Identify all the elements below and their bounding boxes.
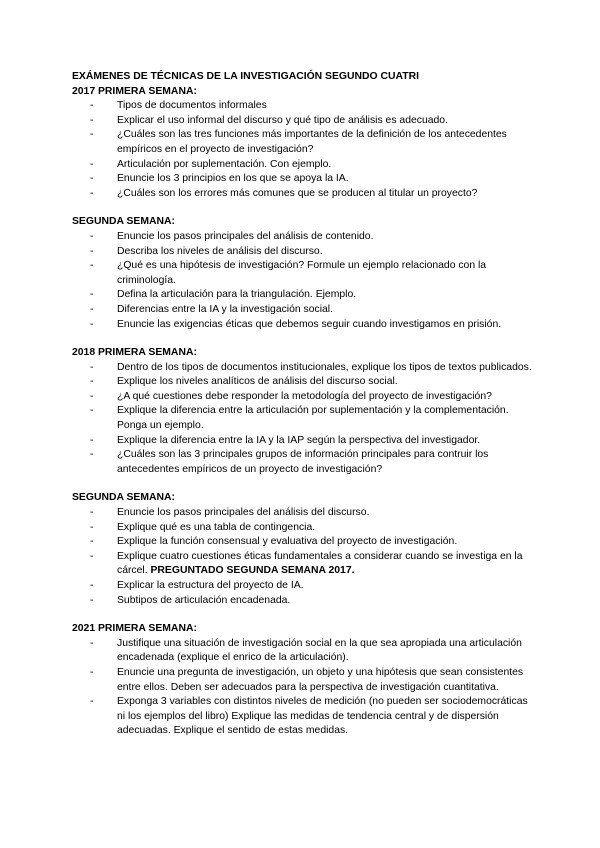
bullet-dash: -	[90, 114, 94, 126]
question-list	[72, 99, 532, 201]
list-item	[72, 434, 532, 449]
bullet-dash: -	[90, 449, 94, 461]
question-text: ¿Cuáles son las 3 principales grupos de información principales para contruir los antecedentes empíricos de un proyecto de investigación?	[117, 449, 489, 475]
question-list	[72, 506, 532, 608]
bullet-dash: -	[90, 536, 94, 548]
list-item	[72, 187, 532, 202]
question-text: Exponga 3 variables con distintos niveles de medición (no pueden ser sociodemocráticas ni los ejemplos del libro) Explique las medidas de tendencia central y de dispersión adecuadas. Explique el sentido de estas medidas.	[117, 696, 528, 737]
question-text: Dentro de los tipos de documentos institucionales, explique los tipos de textos publicados.	[117, 361, 532, 373]
bullet-dash: -	[90, 230, 94, 242]
bullet-dash: -	[90, 594, 94, 606]
list-item	[72, 99, 532, 114]
section-heading: 2018 PRIMERA SEMANA:	[72, 347, 197, 359]
section-heading: 2017 PRIMERA SEMANA:	[72, 85, 197, 97]
list-item	[72, 390, 532, 405]
section-heading: SEGUNDA SEMANA:	[72, 492, 175, 504]
list-item	[72, 230, 532, 245]
list-item	[72, 303, 532, 318]
bullet-dash: -	[90, 289, 94, 301]
question-text: Explique la diferencia entre la IA y la IAP según la perspectiva del investigador.	[117, 434, 481, 446]
bullet-dash: -	[90, 521, 94, 533]
bullet-dash: -	[90, 696, 94, 708]
bullet-dash: -	[90, 100, 94, 112]
list-item	[72, 521, 532, 536]
bullet-dash: -	[90, 405, 94, 417]
list-item	[72, 404, 532, 433]
question-text: Enuncie los pasos principales del análisis del discurso.	[117, 507, 370, 519]
question-text: Enuncie los pasos principales del análisis de contenido.	[117, 230, 374, 242]
bullet-dash: -	[90, 580, 94, 591]
question-text: Tipos de documentos informales	[117, 100, 267, 112]
question-text: Justifique una situación de investigación social en la que sea apropiada una articulación encadenada (explique el enrico de la articulación).	[117, 637, 522, 664]
bullet-dash: -	[90, 173, 94, 185]
list-item	[72, 448, 532, 477]
question-text: Explique los niveles analíticos de análisis del discurso social.	[117, 376, 398, 388]
list-item	[72, 594, 532, 609]
bullet-dash: -	[90, 666, 94, 678]
section-2017-segunda-semana	[72, 215, 532, 332]
list-item	[72, 361, 532, 376]
list-item	[72, 579, 532, 594]
bullet-dash: -	[90, 507, 94, 519]
list-item	[72, 506, 532, 521]
question-list	[72, 361, 532, 478]
section-heading: SEGUNDA SEMANA:	[72, 216, 175, 228]
question-text: Enuncie las exigencias éticas que debemos seguir cuando investigamos en prisión.	[117, 318, 502, 330]
question-text: Explique la función consensual y evaluativa del proyecto de investigación.	[117, 536, 458, 548]
emphasis-note: PREGUNTADO SEGUNDA SEMANA 2017.	[150, 565, 355, 577]
list-item	[72, 375, 532, 390]
list-item	[72, 245, 532, 260]
question-text: Explique cuatro cuestiones éticas fundamentales a considerar cuando se investiga en la cárcel.	[117, 550, 523, 577]
section-heading: 2021 PRIMERA SEMANA:	[72, 623, 197, 635]
question-text: Explique qué es una tabla de contingencia.	[117, 521, 316, 533]
bullet-dash: -	[90, 318, 94, 330]
question-text: ¿A qué cuestiones debe responder la metodología del proyecto de investigación?	[117, 390, 492, 402]
question-text: Enuncie una pregunta de investigación, un objeto y una hipótesis que sean consistentes entre ellos. Deben ser adecuados para la perspectiva de investigación cuantitativa.	[117, 666, 524, 693]
list-item	[72, 128, 532, 157]
question-list	[72, 230, 532, 332]
question-text: ¿Cuáles son los errores más comunes que se producen al titular un proyecto?	[117, 187, 478, 199]
question-text: Describa los niveles de análisis del discurso.	[117, 245, 323, 257]
bullet-dash: -	[90, 550, 94, 562]
question-text: ¿Qué es una hipótesis de investigación? Formule un ejemplo relacionado con la criminología.	[117, 260, 487, 286]
question-text: Subtipos de articulación encadenada.	[117, 594, 291, 606]
list-item	[72, 318, 532, 333]
list-item	[72, 637, 532, 666]
list-item	[72, 535, 532, 550]
question-list	[72, 637, 532, 739]
list-item	[72, 288, 532, 303]
bullet-dash: -	[90, 303, 94, 315]
list-item	[72, 114, 532, 129]
bullet-dash: -	[90, 376, 94, 388]
bullet-dash: -	[90, 260, 94, 272]
list-item	[72, 550, 532, 579]
bullet-dash: -	[90, 361, 94, 373]
bullet-dash: -	[90, 434, 94, 446]
document-title: EXÁMENES DE TÉCNICAS DE LA INVESTIGACIÓN SEGUNDO CUATRI	[72, 71, 419, 82]
question-text: Articulación por suplementación. Con ejemplo.	[117, 158, 332, 170]
bullet-dash: -	[90, 245, 94, 257]
bullet-dash: -	[90, 187, 94, 199]
question-text: Explicar el uso informal del discurso y qué tipo de análisis es adecuado.	[117, 114, 448, 126]
section-2021-primera-semana	[72, 622, 532, 739]
list-item	[72, 666, 532, 695]
question-text: Diferencias entre la IA y la investigación social.	[117, 303, 334, 315]
question-text: ¿Cuáles son las tres funciones más importantes de la definición de los antecedentes empíricos en el proyecto de investigación?	[117, 129, 507, 155]
question-text: Enuncie los 3 principios en los que se apoya la IA.	[117, 173, 349, 185]
section-2018-primera-semana	[72, 346, 532, 477]
question-text: Defina la articulación para la triangulación. Ejemplo.	[117, 289, 357, 301]
section-2017-primera-semana	[72, 85, 532, 202]
bullet-dash: -	[90, 637, 94, 649]
list-item	[72, 172, 532, 187]
question-text: Explicar la estructura del proyecto de IA.	[117, 580, 304, 591]
list-item	[72, 158, 532, 173]
exam-document	[72, 70, 532, 739]
bullet-dash: -	[90, 390, 94, 402]
question-text: Explique la diferencia entre la articulación por suplementación y la complementación. Ponga un ejemplo.	[117, 405, 509, 432]
list-item	[72, 695, 532, 739]
section-2018-segunda-semana	[72, 491, 532, 608]
bullet-dash: -	[90, 129, 94, 141]
bullet-dash: -	[90, 158, 94, 170]
list-item	[72, 259, 532, 288]
